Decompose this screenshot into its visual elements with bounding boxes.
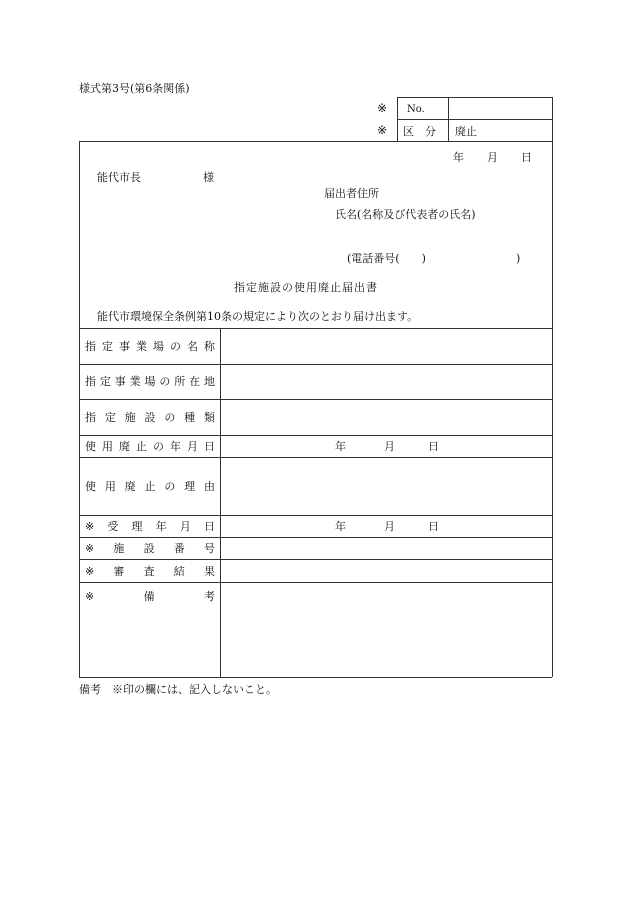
label-char: 指 xyxy=(85,411,96,424)
row-label-facility-type xyxy=(85,411,215,424)
label-char: 止 xyxy=(144,480,156,493)
receipt-year: 年 xyxy=(335,520,346,533)
label-char: ※ xyxy=(85,520,95,533)
label-char: 用 xyxy=(104,480,116,493)
statement-text: 能代市環境保全条例第10条の規定により次のとおり届け出ます。 xyxy=(97,310,419,323)
label-char: の xyxy=(153,440,164,453)
label-char: の xyxy=(159,375,171,388)
label-char: 名 xyxy=(187,340,198,353)
label-char: 定 xyxy=(104,411,116,424)
label-char: 使 xyxy=(85,440,96,453)
label-char: 使 xyxy=(85,480,96,493)
label-char: 場 xyxy=(153,340,164,353)
date-year: 年 xyxy=(453,151,464,164)
discontinuation-month: 月 xyxy=(384,440,395,453)
label-char: 結 xyxy=(173,565,185,578)
row-label-facility-number xyxy=(85,542,215,555)
label-char: 定 xyxy=(99,375,111,388)
category-label: 区 分 xyxy=(403,125,436,138)
label-char: 日 xyxy=(204,440,215,453)
phone-close-paren: ) xyxy=(516,252,521,265)
label-char: 用 xyxy=(102,440,113,453)
discontinuation-day: 日 xyxy=(428,440,439,453)
label-char: 設 xyxy=(144,411,156,424)
label-char: 備 xyxy=(143,590,155,603)
label-char: 日 xyxy=(204,520,215,533)
row-label-remarks xyxy=(85,590,215,603)
office-use-mark: ※ xyxy=(377,101,388,115)
date-month: 月 xyxy=(487,151,498,164)
label-char: 場 xyxy=(144,375,156,388)
label-char: 称 xyxy=(204,340,215,353)
addressee-name: 能代市長 xyxy=(97,171,141,184)
addressee-honorific: 様 xyxy=(203,171,214,184)
document-title: 指定施設の使用廃止届出書 xyxy=(234,281,378,294)
date-day: 日 xyxy=(521,151,532,164)
label-char: 廃 xyxy=(124,480,136,493)
form-number: 様式第3号(第6条関係) xyxy=(79,82,190,95)
label-char: 受 xyxy=(107,520,119,533)
label-char: 種 xyxy=(184,411,196,424)
row-label-facility-location xyxy=(85,375,215,388)
label-char: 月 xyxy=(179,520,191,533)
row-label-facility-name xyxy=(85,340,215,353)
discontinuation-year: 年 xyxy=(335,440,346,453)
label-char: 設 xyxy=(143,542,155,555)
label-char: 類 xyxy=(203,411,215,424)
label-char: 果 xyxy=(203,565,215,578)
label-char: 所 xyxy=(174,375,186,388)
label-char: 在 xyxy=(189,375,201,388)
label-char: 指 xyxy=(85,340,96,353)
label-char: 査 xyxy=(143,565,155,578)
label-char: 業 xyxy=(129,375,141,388)
label-char: 月 xyxy=(187,440,198,453)
phone-number-label: (電話番号( ) xyxy=(347,252,426,265)
label-char: 年 xyxy=(155,520,167,533)
label-char: 止 xyxy=(136,440,147,453)
row-label-receipt-date xyxy=(85,520,215,533)
row-label-discontinuation-date xyxy=(85,440,215,453)
label-char: 事 xyxy=(119,340,130,353)
notifier-address-label: 届出者住所 xyxy=(324,187,379,200)
label-char: 地 xyxy=(204,375,215,388)
receipt-month: 月 xyxy=(384,520,395,533)
footnote: 備考 ※印の欄には、記入しないこと。 xyxy=(79,683,277,696)
label-char: の xyxy=(164,411,176,424)
label-char: 定 xyxy=(102,340,113,353)
label-char: 施 xyxy=(113,542,125,555)
label-char: 番 xyxy=(173,542,185,555)
label-char: ※ xyxy=(85,542,95,555)
label-char: 由 xyxy=(203,480,215,493)
label-char: 考 xyxy=(204,590,215,603)
label-char: 理 xyxy=(131,520,143,533)
label-char: 年 xyxy=(170,440,181,453)
label-char: 号 xyxy=(203,542,215,555)
row-label-review-result xyxy=(85,565,215,578)
label-char: ※ xyxy=(85,590,95,603)
label-char: ※ xyxy=(85,565,95,578)
label-char: の xyxy=(164,480,176,493)
label-char: 廃 xyxy=(119,440,130,453)
label-char: 施 xyxy=(124,411,136,424)
office-use-mark: ※ xyxy=(377,123,388,137)
label-char: 事 xyxy=(114,375,126,388)
receipt-day: 日 xyxy=(428,520,439,533)
notifier-name-label: 氏名(名称及び代表者の氏名) xyxy=(335,208,476,221)
label-char: 指 xyxy=(85,375,96,388)
label-char: 審 xyxy=(113,565,125,578)
label-char: 業 xyxy=(136,340,147,353)
label-char: 理 xyxy=(184,480,196,493)
category-value: 廃止 xyxy=(455,125,477,138)
row-label-discontinuation-reason xyxy=(85,480,215,493)
label-char: の xyxy=(170,340,181,353)
number-label: No. xyxy=(407,104,425,115)
